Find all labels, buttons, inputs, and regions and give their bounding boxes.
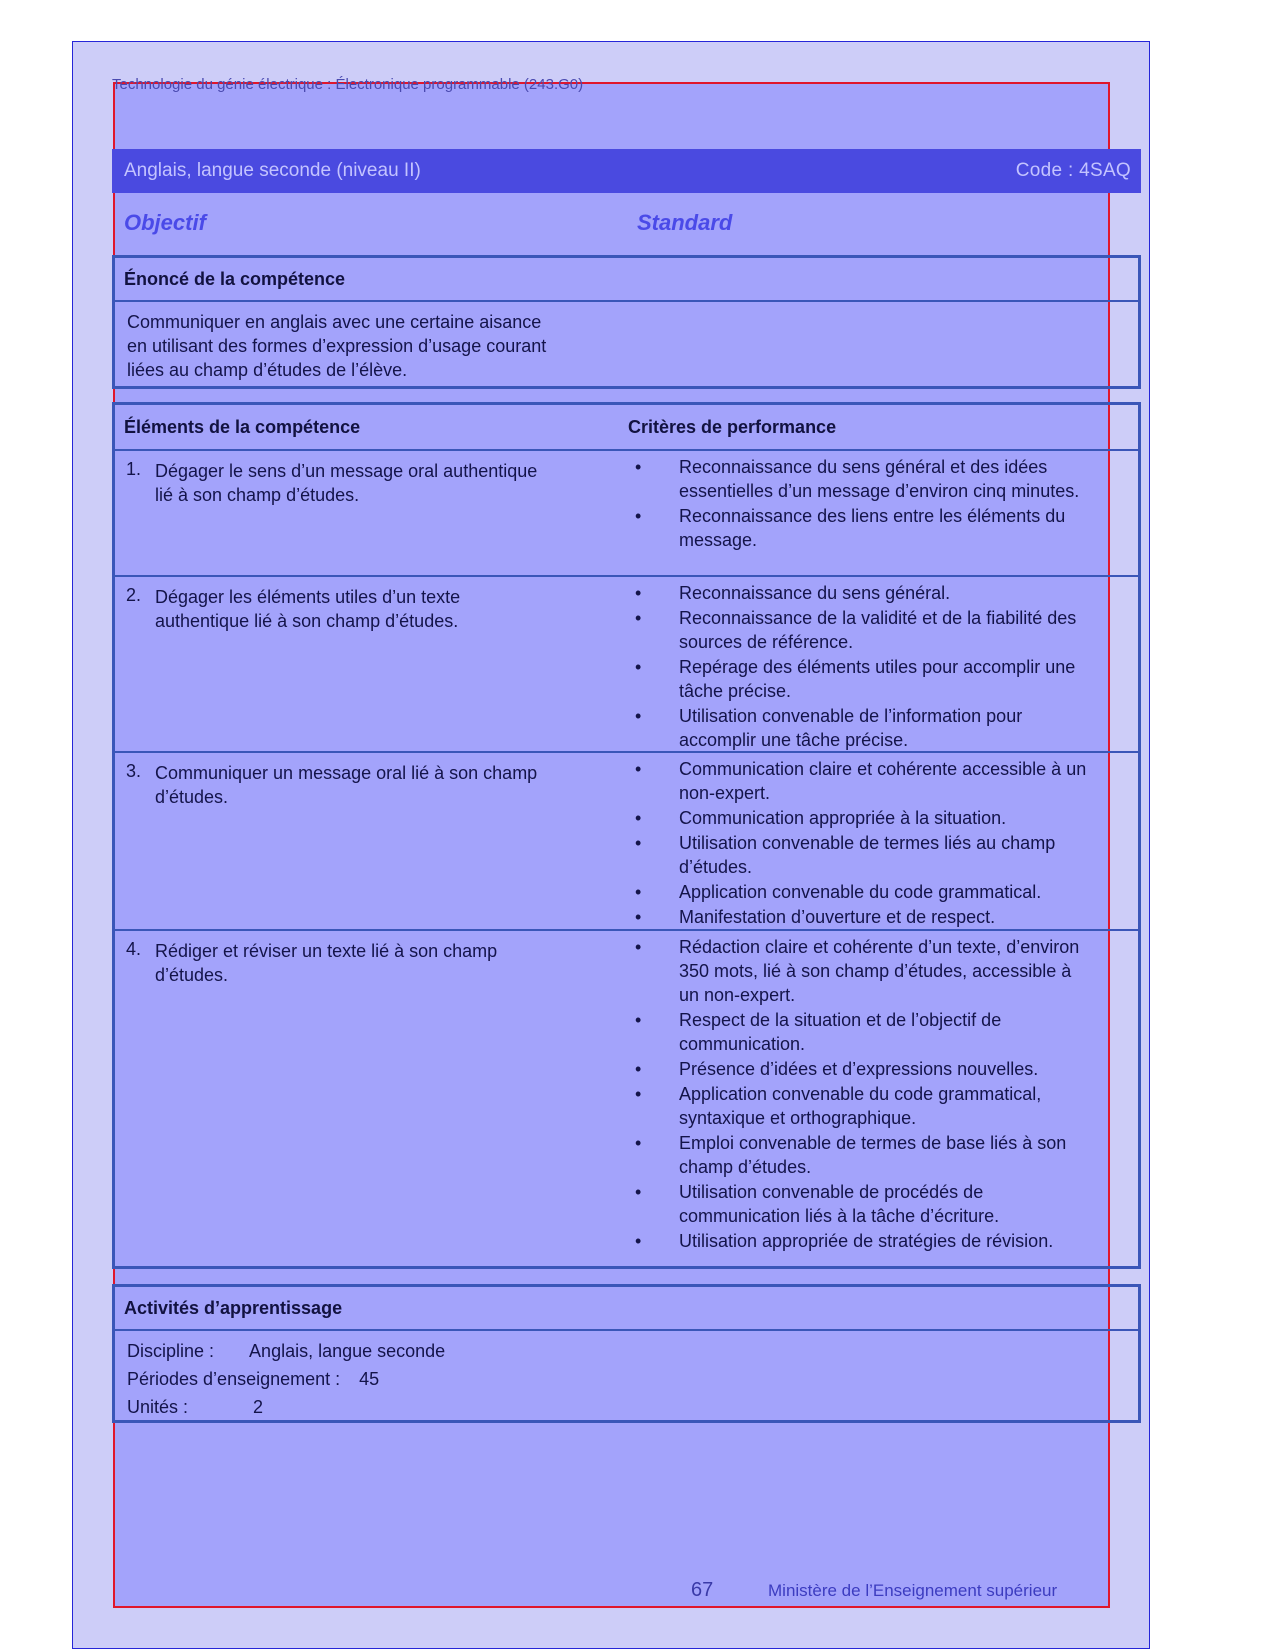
criteres-heading: Critères de performance xyxy=(628,416,837,437)
course-title-bar xyxy=(112,149,1141,193)
column-headings xyxy=(112,208,1141,240)
criteria-list xyxy=(635,455,1095,553)
criterion-item: • Application convenable du code grammatical. xyxy=(635,880,1095,904)
criterion-item: • Utilisation convenable de termes liés au champ d’études. xyxy=(635,831,1095,879)
element-number: 2. xyxy=(126,585,142,605)
criterion-item: • Communication appropriée à la situation. xyxy=(635,806,1095,830)
periodes-value: 45 xyxy=(359,1369,380,1389)
element-row-3 xyxy=(115,751,1138,929)
enonce-body xyxy=(115,302,619,390)
criteria-list xyxy=(635,935,1095,1254)
activites-header xyxy=(115,1287,1138,1331)
elements-header xyxy=(115,405,1138,449)
criterion-item: • Manifestation d’ouverture et de respect. xyxy=(635,905,1095,929)
discipline-line xyxy=(127,1337,1126,1365)
enonce-line: Communiquer en anglais avec une certaine aisance xyxy=(127,312,542,332)
enonce-line: en utilisant des formes d’expression d’usage courant xyxy=(127,336,547,356)
element-row-4 xyxy=(115,929,1138,1266)
criterion-item: • Respect de la situation et de l’objectif de communication. xyxy=(635,1008,1095,1056)
element-line: Dégager le sens d’un message oral authentique xyxy=(155,461,538,481)
discipline-value: Anglais, langue seconde xyxy=(249,1341,446,1361)
criterion-item: • Rédaction claire et cohérente d’un texte, d’environ 350 mots, lié à son champ d’études, accessible à un non-expert. xyxy=(635,935,1095,1007)
criterion-item: • Reconnaissance de la validité et de la fiabilité des sources de référence. xyxy=(635,606,1095,654)
criterion-item: • Communication claire et cohérente accessible à un non-expert. xyxy=(635,757,1095,805)
enonce-heading: Énoncé de la compétence xyxy=(124,268,346,289)
criteria-list xyxy=(635,757,1095,930)
element-line: Communiquer un message oral lié à son champ xyxy=(155,763,538,783)
criterion-item: • Utilisation convenable de procédés de communication liés à la tâche d’écriture. xyxy=(635,1180,1095,1228)
enonce-header xyxy=(115,258,1138,302)
criterion-item: • Application convenable du code grammatical, syntaxique et orthographique. xyxy=(635,1082,1095,1130)
criterion-item: • Reconnaissance du sens général. xyxy=(635,581,1095,605)
criteria-list xyxy=(635,581,1095,753)
criterion-item: • Utilisation appropriée de stratégies de révision. xyxy=(635,1229,1095,1253)
periodes-label: Périodes d’enseignement : xyxy=(127,1369,341,1389)
ministry-name: Ministère de l’Enseignement supérieur xyxy=(768,1581,1058,1600)
element-line: d’études. xyxy=(155,965,229,985)
criterion-item: • Reconnaissance des liens entre les éléments du message. xyxy=(635,504,1095,552)
element-number: 1. xyxy=(126,459,142,479)
enonce-section xyxy=(112,255,1141,389)
criterion-item: • Utilisation convenable de l’information pour accomplir une tâche précise. xyxy=(635,704,1095,752)
element-row-2 xyxy=(115,575,1138,751)
page-number: 67 xyxy=(691,1579,714,1601)
elements-heading: Éléments de la compétence xyxy=(124,416,361,437)
activites-section xyxy=(112,1284,1141,1423)
standard-heading: Standard xyxy=(637,210,733,235)
course-title: Anglais, langue seconde (niveau II) xyxy=(124,160,421,181)
element-line: Dégager les éléments utiles d’un texte xyxy=(155,587,461,607)
activites-heading: Activités d’apprentissage xyxy=(124,1297,343,1318)
unites-value: 2 xyxy=(253,1397,264,1417)
element-number: 4. xyxy=(126,939,142,959)
element-text xyxy=(155,761,605,809)
criterion-item: • Repérage des éléments utiles pour accomplir une tâche précise. xyxy=(635,655,1095,703)
element-text xyxy=(155,585,605,633)
element-text xyxy=(155,459,605,507)
element-text xyxy=(155,939,605,987)
criterion-item: • Reconnaissance du sens général et des idées essentielles d’un message d’environ cinq minutes. xyxy=(635,455,1095,503)
element-line: authentique lié à son champ d’études. xyxy=(155,611,459,631)
enonce-line: liées au champ d’études de l’élève. xyxy=(127,360,408,380)
program-header: Technologie du génie électrique : Électronique programmable (243.G0) xyxy=(112,76,584,93)
element-line: d’études. xyxy=(155,787,229,807)
element-line: lié à son champ d’études. xyxy=(155,485,360,505)
activites-body xyxy=(115,1331,1138,1427)
criterion-item: • Présence d’idées et d’expressions nouvelles. xyxy=(635,1057,1095,1081)
objectif-heading: Objectif xyxy=(124,210,206,235)
periodes-line xyxy=(127,1365,1126,1393)
element-row-1 xyxy=(115,449,1138,575)
elements-section xyxy=(112,402,1141,1269)
criterion-item: • Emploi convenable de termes de base liés à son champ d’études. xyxy=(635,1131,1095,1179)
element-number: 3. xyxy=(126,761,142,781)
unites-label: Unités : xyxy=(127,1397,189,1417)
course-code: Code : 4SAQ xyxy=(1015,160,1131,181)
unites-line xyxy=(127,1393,1126,1421)
discipline-label: Discipline : xyxy=(127,1341,215,1361)
element-line: Rédiger et réviser un texte lié à son champ xyxy=(155,941,498,961)
